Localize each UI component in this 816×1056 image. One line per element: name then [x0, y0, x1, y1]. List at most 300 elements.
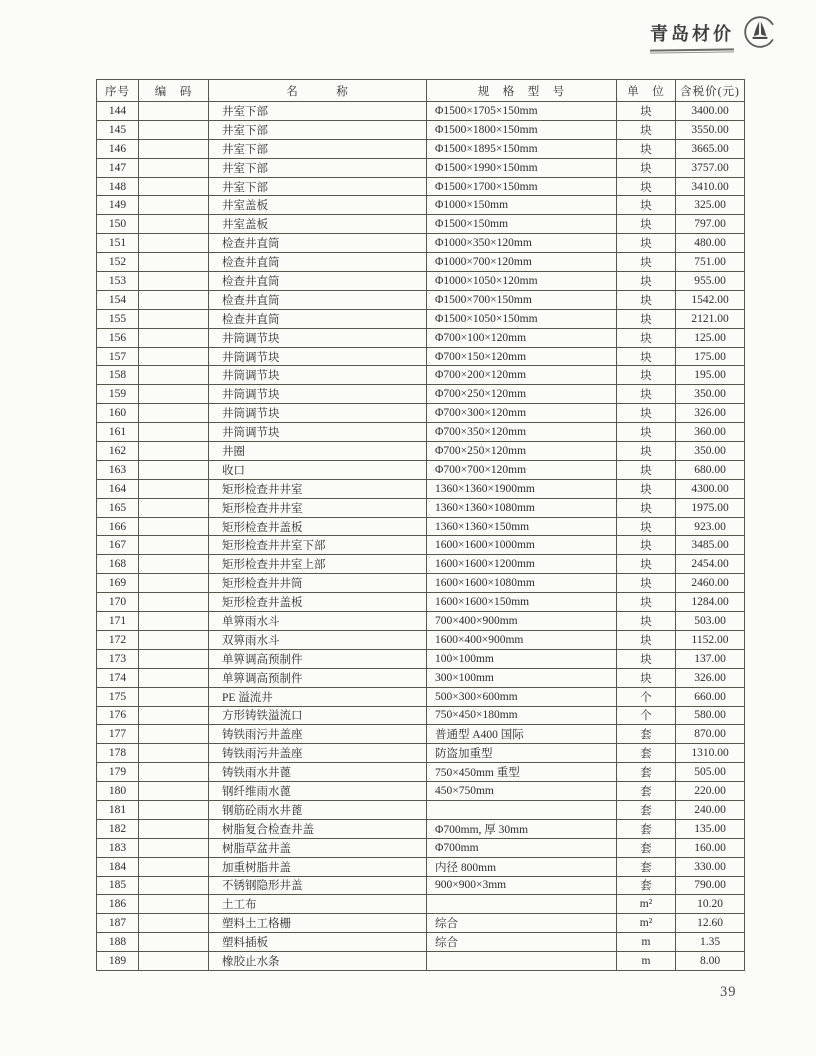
spec-cell: Φ700×300×120mm: [427, 404, 617, 423]
price-cell: 580.00: [676, 706, 745, 725]
spec-cell: 1600×400×900mm: [427, 630, 617, 649]
table-row: [97, 763, 745, 782]
name-cell: PE 溢流井: [209, 687, 427, 706]
unit-cell: 块: [617, 612, 676, 631]
name-cell: 井室下部: [209, 102, 427, 121]
table-row: [97, 498, 745, 517]
price-cell: 326.00: [676, 668, 745, 687]
serial-cell: 157: [97, 347, 139, 366]
code-cell: [139, 800, 209, 819]
unit-cell: m²: [617, 895, 676, 914]
spec-cell: Φ1500×1050×150mm: [427, 309, 617, 328]
table-row: [97, 593, 745, 612]
name-cell: 检查井直筒: [209, 290, 427, 309]
price-cell: 3485.00: [676, 536, 745, 555]
table-row: [97, 234, 745, 253]
table-row: [97, 158, 745, 177]
table-row: [97, 725, 745, 744]
code-cell: [139, 158, 209, 177]
code-cell: [139, 234, 209, 253]
spec-cell: Φ1500×1705×150mm: [427, 102, 617, 121]
code-cell: [139, 687, 209, 706]
col-header-spec: 规 格 型 号: [427, 80, 617, 102]
code-cell: [139, 933, 209, 952]
code-cell: [139, 876, 209, 895]
spec-cell: Φ700mm: [427, 838, 617, 857]
unit-cell: 块: [617, 442, 676, 461]
price-cell: 1284.00: [676, 593, 745, 612]
price-cell: 790.00: [676, 876, 745, 895]
serial-cell: 173: [97, 649, 139, 668]
unit-cell: 块: [617, 139, 676, 158]
unit-cell: 块: [617, 215, 676, 234]
code-cell: [139, 649, 209, 668]
table-row: [97, 460, 745, 479]
price-cell: 1.35: [676, 933, 745, 952]
page-header: [650, 14, 778, 55]
name-cell: 收口: [209, 460, 427, 479]
price-cell: 2454.00: [676, 555, 745, 574]
spec-cell: 750×450×180mm: [427, 706, 617, 725]
table-row: [97, 536, 745, 555]
name-cell: 检查井直筒: [209, 309, 427, 328]
spec-cell: 100×100mm: [427, 649, 617, 668]
code-cell: [139, 272, 209, 291]
table-row: [97, 517, 745, 536]
unit-cell: 套: [617, 800, 676, 819]
serial-cell: 148: [97, 177, 139, 196]
price-cell: 3550.00: [676, 120, 745, 139]
serial-cell: 174: [97, 668, 139, 687]
spec-cell: 1600×1600×150mm: [427, 593, 617, 612]
unit-cell: m: [617, 952, 676, 971]
table-row: [97, 876, 745, 895]
table-row: [97, 933, 745, 952]
code-cell: [139, 498, 209, 517]
unit-cell: 套: [617, 819, 676, 838]
unit-cell: 块: [617, 290, 676, 309]
table-row: [97, 479, 745, 498]
serial-cell: 186: [97, 895, 139, 914]
spec-cell: 综合: [427, 933, 617, 952]
col-header-code: 编 码: [139, 80, 209, 102]
table-row: [97, 442, 745, 461]
unit-cell: 块: [617, 479, 676, 498]
price-cell: 480.00: [676, 234, 745, 253]
col-header-serial: 序号: [97, 80, 139, 102]
unit-cell: 块: [617, 423, 676, 442]
spec-cell: Φ1500×1800×150mm: [427, 120, 617, 139]
serial-cell: 163: [97, 460, 139, 479]
serial-cell: 187: [97, 914, 139, 933]
unit-cell: 块: [617, 555, 676, 574]
spec-cell: 内径 800mm: [427, 857, 617, 876]
unit-cell: 块: [617, 120, 676, 139]
name-cell: 橡胶止水条: [209, 952, 427, 971]
table-row: [97, 800, 745, 819]
unit-cell: 块: [617, 649, 676, 668]
code-cell: [139, 479, 209, 498]
table-row: [97, 668, 745, 687]
col-header-name: 名 称: [209, 80, 427, 102]
name-cell: 井室下部: [209, 158, 427, 177]
spec-cell: 300×100mm: [427, 668, 617, 687]
spec-cell: 防盗加重型: [427, 744, 617, 763]
code-cell: [139, 309, 209, 328]
code-cell: [139, 612, 209, 631]
price-cell: 137.00: [676, 649, 745, 668]
name-cell: 井室盖板: [209, 215, 427, 234]
table-row: [97, 102, 745, 121]
code-cell: [139, 290, 209, 309]
name-cell: 单箅调高预制件: [209, 668, 427, 687]
table-row: [97, 290, 745, 309]
price-cell: 660.00: [676, 687, 745, 706]
spec-cell: Φ700×350×120mm: [427, 423, 617, 442]
serial-cell: 153: [97, 272, 139, 291]
spec-cell: Φ1500×150mm: [427, 215, 617, 234]
name-cell: 矩形检查井盖板: [209, 593, 427, 612]
unit-cell: 块: [617, 517, 676, 536]
spec-cell: [427, 952, 617, 971]
serial-cell: 145: [97, 120, 139, 139]
name-cell: 矩形检查井盖板: [209, 517, 427, 536]
name-cell: 双箅雨水斗: [209, 630, 427, 649]
serial-cell: 155: [97, 309, 139, 328]
serial-cell: 172: [97, 630, 139, 649]
serial-cell: 177: [97, 725, 139, 744]
table-row: [97, 857, 745, 876]
price-cell: 505.00: [676, 763, 745, 782]
unit-cell: 块: [617, 536, 676, 555]
code-cell: [139, 328, 209, 347]
spec-cell: Φ1500×1700×150mm: [427, 177, 617, 196]
serial-cell: 188: [97, 933, 139, 952]
unit-cell: 块: [617, 574, 676, 593]
table-row: [97, 574, 745, 593]
name-cell: 矩形检查井井室: [209, 479, 427, 498]
price-cell: 2460.00: [676, 574, 745, 593]
spec-cell: 综合: [427, 914, 617, 933]
price-cell: 8.00: [676, 952, 745, 971]
price-table-container: [96, 79, 745, 971]
unit-cell: 块: [617, 196, 676, 215]
code-cell: [139, 725, 209, 744]
name-cell: 方形铸铁溢流口: [209, 706, 427, 725]
price-cell: 350.00: [676, 442, 745, 461]
code-cell: [139, 706, 209, 725]
unit-cell: 个: [617, 687, 676, 706]
price-cell: 1542.00: [676, 290, 745, 309]
code-cell: [139, 215, 209, 234]
unit-cell: 块: [617, 668, 676, 687]
spec-cell: Φ700×250×120mm: [427, 442, 617, 461]
table-row: [97, 366, 745, 385]
spec-cell: 1600×1600×1200mm: [427, 555, 617, 574]
table-row: [97, 630, 745, 649]
unit-cell: 块: [617, 158, 676, 177]
spec-cell: Φ1500×700×150mm: [427, 290, 617, 309]
spec-cell: [427, 895, 617, 914]
price-cell: 125.00: [676, 328, 745, 347]
name-cell: 塑料插板: [209, 933, 427, 952]
table-row: [97, 120, 745, 139]
table-row: [97, 895, 745, 914]
price-cell: 12.60: [676, 914, 745, 933]
name-cell: 井筒调节块: [209, 404, 427, 423]
serial-cell: 166: [97, 517, 139, 536]
code-cell: [139, 593, 209, 612]
table-row: [97, 838, 745, 857]
price-cell: 1310.00: [676, 744, 745, 763]
table-row: [97, 612, 745, 631]
code-cell: [139, 838, 209, 857]
serial-cell: 162: [97, 442, 139, 461]
unit-cell: 块: [617, 234, 676, 253]
name-cell: 加重树脂井盖: [209, 857, 427, 876]
spec-cell: Φ700×700×120mm: [427, 460, 617, 479]
table-row: [97, 347, 745, 366]
serial-cell: 180: [97, 782, 139, 801]
code-cell: [139, 120, 209, 139]
table-row: [97, 706, 745, 725]
spec-cell: Φ1000×1050×120mm: [427, 272, 617, 291]
spec-cell: 1360×1360×150mm: [427, 517, 617, 536]
unit-cell: 套: [617, 725, 676, 744]
unit-cell: m: [617, 933, 676, 952]
code-cell: [139, 630, 209, 649]
unit-cell: 套: [617, 876, 676, 895]
price-cell: 503.00: [676, 612, 745, 631]
spec-cell: Φ700mm, 厚 30mm: [427, 819, 617, 838]
unit-cell: 块: [617, 328, 676, 347]
price-cell: 135.00: [676, 819, 745, 838]
table-row: [97, 819, 745, 838]
serial-cell: 149: [97, 196, 139, 215]
price-cell: 350.00: [676, 385, 745, 404]
serial-cell: 150: [97, 215, 139, 234]
serial-cell: 178: [97, 744, 139, 763]
unit-cell: 套: [617, 838, 676, 857]
name-cell: 井室下部: [209, 177, 427, 196]
brand-title: 青岛材价: [650, 24, 734, 44]
name-cell: 检查井直筒: [209, 253, 427, 272]
unit-cell: 块: [617, 272, 676, 291]
serial-cell: 185: [97, 876, 139, 895]
unit-cell: 套: [617, 744, 676, 763]
table-body: [97, 102, 745, 971]
table-row: [97, 196, 745, 215]
unit-cell: 块: [617, 309, 676, 328]
price-cell: 4300.00: [676, 479, 745, 498]
code-cell: [139, 782, 209, 801]
price-cell: 923.00: [676, 517, 745, 536]
unit-cell: m²: [617, 914, 676, 933]
unit-cell: 块: [617, 498, 676, 517]
table-row: [97, 385, 745, 404]
unit-cell: 套: [617, 857, 676, 876]
name-cell: 矩形检查井井筒: [209, 574, 427, 593]
spec-cell: 900×900×3mm: [427, 876, 617, 895]
serial-cell: 179: [97, 763, 139, 782]
spec-cell: Φ700×150×120mm: [427, 347, 617, 366]
spec-cell: 750×450mm 重型: [427, 763, 617, 782]
name-cell: 矩形检查井井室下部: [209, 536, 427, 555]
serial-cell: 146: [97, 139, 139, 158]
name-cell: 矩形检查井井室: [209, 498, 427, 517]
name-cell: 井筒调节块: [209, 385, 427, 404]
spec-cell: 700×400×900mm: [427, 612, 617, 631]
price-cell: 360.00: [676, 423, 745, 442]
name-cell: 不锈钢隐形井盖: [209, 876, 427, 895]
name-cell: 井室下部: [209, 120, 427, 139]
table-row: [97, 649, 745, 668]
serial-cell: 170: [97, 593, 139, 612]
spec-cell: Φ1500×1990×150mm: [427, 158, 617, 177]
table-row: [97, 914, 745, 933]
code-cell: [139, 763, 209, 782]
spec-cell: Φ1000×350×120mm: [427, 234, 617, 253]
code-cell: [139, 385, 209, 404]
price-cell: 680.00: [676, 460, 745, 479]
serial-cell: 165: [97, 498, 139, 517]
material-price-table: [96, 79, 745, 971]
spec-cell: 普通型 A400 国际: [427, 725, 617, 744]
price-cell: 326.00: [676, 404, 745, 423]
unit-cell: 块: [617, 593, 676, 612]
table-row: [97, 744, 745, 763]
price-cell: 751.00: [676, 253, 745, 272]
spec-cell: 1600×1600×1080mm: [427, 574, 617, 593]
code-cell: [139, 423, 209, 442]
name-cell: 检查井直筒: [209, 272, 427, 291]
col-header-unit: 单 位: [617, 80, 676, 102]
code-cell: [139, 102, 209, 121]
brand-underline: [650, 48, 734, 53]
serial-cell: 161: [97, 423, 139, 442]
name-cell: 塑料土工格栅: [209, 914, 427, 933]
price-cell: 3665.00: [676, 139, 745, 158]
serial-cell: 184: [97, 857, 139, 876]
serial-cell: 144: [97, 102, 139, 121]
code-cell: [139, 914, 209, 933]
price-cell: 10.20: [676, 895, 745, 914]
name-cell: 土工布: [209, 895, 427, 914]
code-cell: [139, 744, 209, 763]
serial-cell: 158: [97, 366, 139, 385]
col-header-price: 含税价(元): [676, 80, 745, 102]
code-cell: [139, 555, 209, 574]
price-cell: 325.00: [676, 196, 745, 215]
table-row: [97, 423, 745, 442]
code-cell: [139, 857, 209, 876]
name-cell: 井圈: [209, 442, 427, 461]
code-cell: [139, 460, 209, 479]
name-cell: 树脂复合检查井盖: [209, 819, 427, 838]
name-cell: 树脂草盆井盖: [209, 838, 427, 857]
name-cell: 井室盖板: [209, 196, 427, 215]
table-row: [97, 215, 745, 234]
price-cell: 175.00: [676, 347, 745, 366]
name-cell: 铸铁雨水井蓖: [209, 763, 427, 782]
serial-cell: 151: [97, 234, 139, 253]
price-cell: 160.00: [676, 838, 745, 857]
code-cell: [139, 574, 209, 593]
price-cell: 2121.00: [676, 309, 745, 328]
unit-cell: 块: [617, 366, 676, 385]
name-cell: 单箅调高预制件: [209, 649, 427, 668]
price-cell: 220.00: [676, 782, 745, 801]
name-cell: 铸铁雨污井盖座: [209, 744, 427, 763]
serial-cell: 168: [97, 555, 139, 574]
serial-cell: 156: [97, 328, 139, 347]
unit-cell: 块: [617, 460, 676, 479]
spec-cell: Φ1000×700×120mm: [427, 253, 617, 272]
name-cell: 钢筋砼雨水井蓖: [209, 800, 427, 819]
code-cell: [139, 668, 209, 687]
price-cell: 797.00: [676, 215, 745, 234]
name-cell: 检查井直筒: [209, 234, 427, 253]
spec-cell: Φ1000×150mm: [427, 196, 617, 215]
serial-cell: 160: [97, 404, 139, 423]
unit-cell: 套: [617, 763, 676, 782]
code-cell: [139, 442, 209, 461]
unit-cell: 块: [617, 102, 676, 121]
unit-cell: 套: [617, 782, 676, 801]
header-row: [97, 80, 745, 102]
name-cell: 井筒调节块: [209, 366, 427, 385]
code-cell: [139, 895, 209, 914]
table-row: [97, 253, 745, 272]
serial-cell: 183: [97, 838, 139, 857]
code-cell: [139, 196, 209, 215]
spec-cell: 1360×1360×1080mm: [427, 498, 617, 517]
name-cell: 井筒调节块: [209, 347, 427, 366]
price-cell: 195.00: [676, 366, 745, 385]
unit-cell: 块: [617, 253, 676, 272]
unit-cell: 块: [617, 347, 676, 366]
serial-cell: 181: [97, 800, 139, 819]
name-cell: 井筒调节块: [209, 328, 427, 347]
spec-cell: 450×750mm: [427, 782, 617, 801]
table-row: [97, 555, 745, 574]
table-row: [97, 272, 745, 291]
unit-cell: 块: [617, 404, 676, 423]
name-cell: 铸铁雨污井盖座: [209, 725, 427, 744]
code-cell: [139, 177, 209, 196]
code-cell: [139, 366, 209, 385]
table-header: [97, 80, 745, 102]
serial-cell: 147: [97, 158, 139, 177]
price-cell: 1975.00: [676, 498, 745, 517]
code-cell: [139, 952, 209, 971]
serial-cell: 176: [97, 706, 139, 725]
table-row: [97, 952, 745, 971]
table-row: [97, 177, 745, 196]
code-cell: [139, 536, 209, 555]
spec-cell: [427, 800, 617, 819]
code-cell: [139, 139, 209, 158]
code-cell: [139, 253, 209, 272]
price-cell: 870.00: [676, 725, 745, 744]
code-cell: [139, 404, 209, 423]
unit-cell: 块: [617, 385, 676, 404]
unit-cell: 块: [617, 177, 676, 196]
serial-cell: 175: [97, 687, 139, 706]
spec-cell: Φ700×200×120mm: [427, 366, 617, 385]
spec-cell: Φ1500×1895×150mm: [427, 139, 617, 158]
spec-cell: 500×300×600mm: [427, 687, 617, 706]
